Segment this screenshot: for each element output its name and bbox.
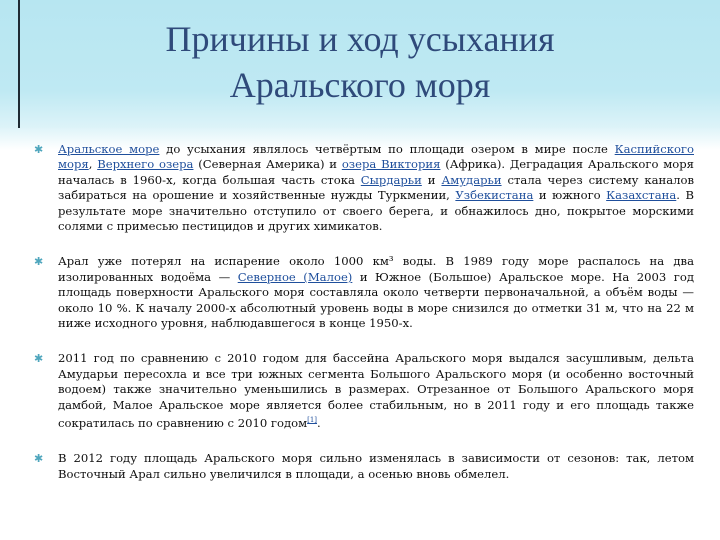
link-lake-victoria[interactable]: озера Виктория (341, 157, 441, 172)
link-amu-darya[interactable]: Амударьи (441, 172, 502, 187)
link-uzbekistan[interactable]: Узбекистана (455, 188, 534, 203)
footnote-reference-link[interactable]: [1] (307, 416, 318, 425)
bullet-item-1 (34, 142, 694, 234)
bullet-2-text-1: Арал уже потерял на испарение около 1000 км³ воды. В 1989 году море распалось на два изолированных водоёма — (58, 254, 694, 284)
asterisk-bullet-icon: ✱ (34, 143, 44, 156)
bullet-item-3 (34, 351, 694, 431)
bullet-1-text-6: стала через систему каналов забираться на орошение и хозяйственные нужды Туркмении, (58, 172, 695, 203)
bullet-item-2 (34, 254, 694, 331)
asterisk-bullet-icon: ✱ (34, 352, 44, 366)
bullet-3-text-1: 2011 год по сравнению с 2010 годом для бассейна Аральского моря выдался засушливым, дельта Амударьи пересохла и все три южных сегмента Большого Аральского моря (и особенно восточный водоем) также значительно уменьшились в размерах. Отрезанное от Большого Аральского моря дамбой, Малое Аральское море является более стабильным, но в 2011 году и его площадь также сократилась по сравнению с 2010 годом (58, 351, 694, 430)
bullet-1-text-4: (Африка). Деградация Аральского моря началась в 1960-х, когда большая часть стока (58, 157, 694, 187)
link-aral-sea[interactable]: Аральское море (58, 142, 160, 156)
slide-title-line-2: Аральского моря (229, 65, 491, 105)
bullet-list (34, 142, 694, 482)
bullet-1-text-1: до усыхания являлось четвёртым по площади озером в мире после (159, 142, 615, 156)
link-north-aral-sea[interactable]: Северное (Малое) (237, 269, 353, 284)
bullet-4-text-1: В 2012 году площадь Аральского моря сильно изменялась в зависимости от сезонов: так, летом Восточный Арал сильно увеличился в площади, а осенью вновь обмелел. (58, 451, 694, 481)
bullet-1-text-7: и южного (533, 188, 607, 203)
link-lake-superior[interactable]: Верхнего озера (97, 157, 194, 172)
link-syr-darya[interactable]: Сырдарьи (360, 172, 422, 187)
slide-title (40, 16, 680, 108)
bullet-item-4 (34, 451, 694, 482)
bullet-1-text-8: . В результате море значительно отступило от своего берега, и обнажилось дно, покрытое морскими солями с примесью пестицидов и других химикатов. (58, 188, 694, 234)
asterisk-bullet-icon: ✱ (34, 255, 44, 269)
bullet-2-text-2: и Южное (Большое) Аральское море. На 2003 год площадь поверхности Аральского моря составляла около четверти первоначальной, а объём воды — около 10 %. К началу 2000-х абсолютный уровень воды в море снизился до отметки 31 м, что на 22 м ниже исходного уровня, наблюдавшегося в конце 1950-х. (58, 269, 694, 331)
bullet-1-text-3: (Северная Америка) и (193, 157, 342, 172)
link-kazakhstan[interactable]: Казахстана (606, 188, 677, 203)
bullet-3-text-2: . (317, 415, 321, 430)
slide-title-line-1: Причины и ход усыхания (165, 19, 555, 59)
bullet-1-text-5: и (421, 172, 442, 187)
link-caspian-sea[interactable]: Каспийского моря (58, 142, 694, 172)
bullet-1-text-2: , (88, 157, 98, 172)
asterisk-bullet-icon: ✱ (34, 452, 44, 466)
